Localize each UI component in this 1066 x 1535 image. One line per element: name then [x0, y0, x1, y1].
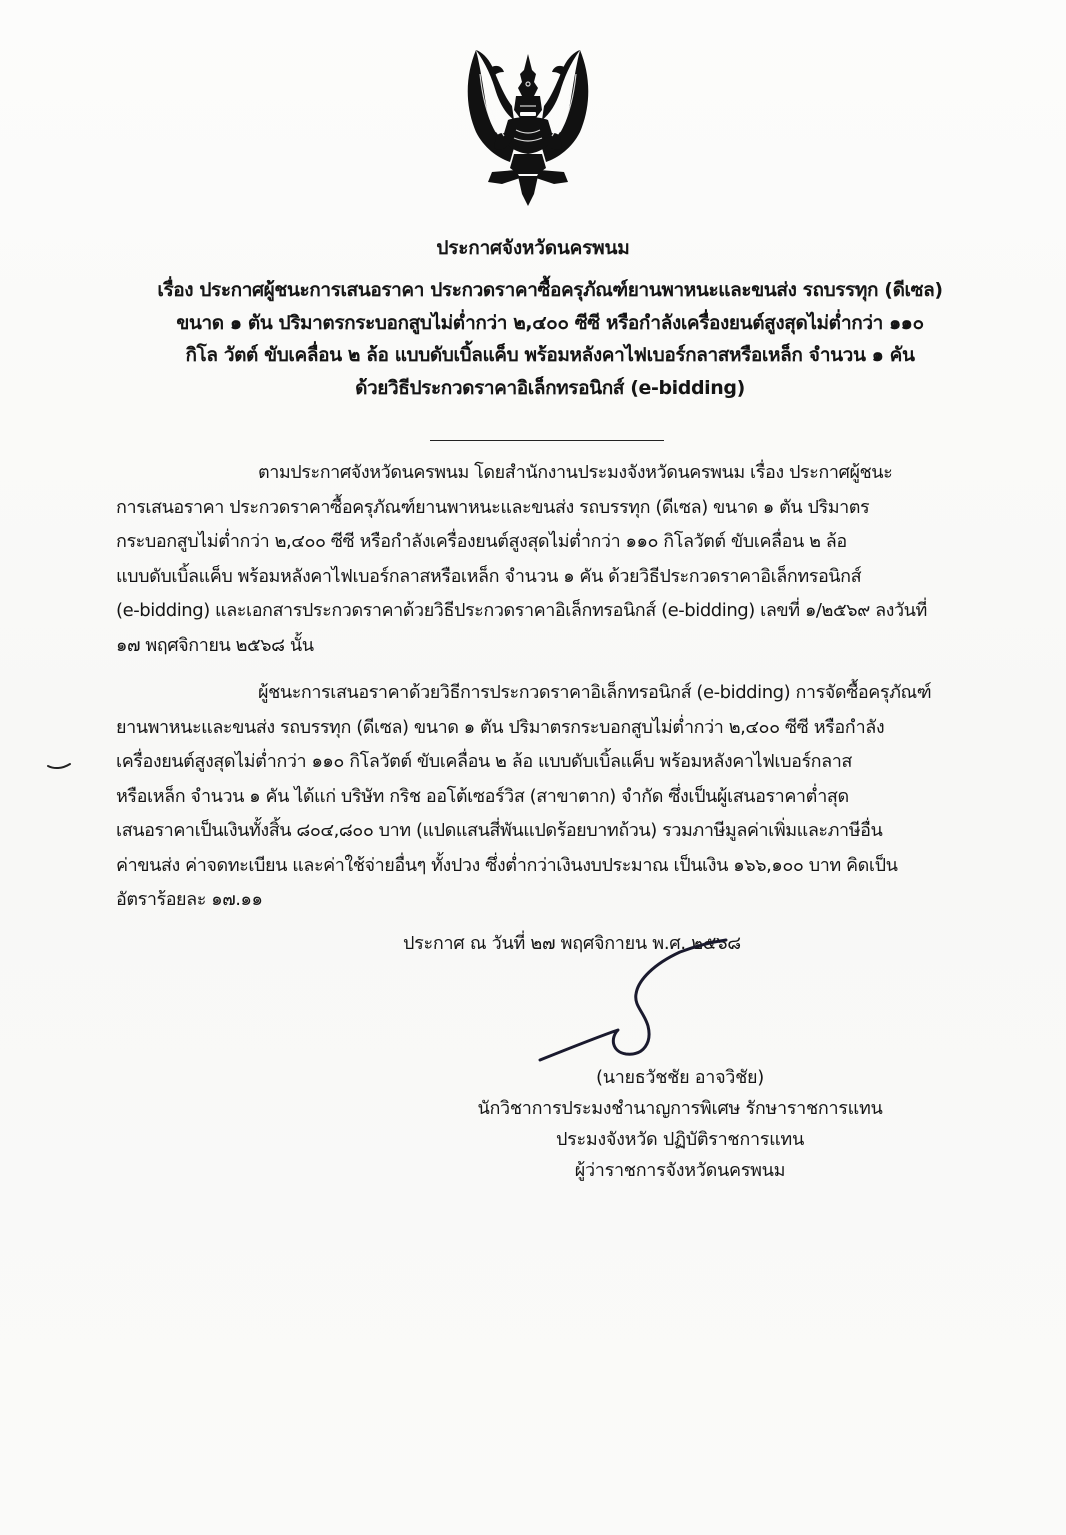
signer-position: นักวิชาการประมงชำนาญการพิเศษ รักษาราชการแทน: [477, 1098, 883, 1119]
title-divider: [430, 440, 664, 441]
paragraph-line: ตามประกาศจังหวัดนครพนม โดยสำนักงานประมงจังหวัดนครพนม เรื่อง ประกาศผู้ชนะ: [258, 462, 893, 483]
document-title: ประกาศจังหวัดนครพนม: [436, 237, 630, 259]
signer-name: (นายธวัชชัย อาจวิชัย): [595, 1067, 765, 1088]
paragraph-line: การเสนอราคา ประกวดราคาซื้อครุภัณฑ์ยานพาหนะและขนส่ง รถบรรทุก (ดีเซล) ขนาด ๑ ตัน ปริมาตร: [116, 496, 870, 518]
document-subject: [100, 274, 1000, 404]
paragraph-line: อัตราร้อยละ ๑๗.๑๑: [116, 889, 263, 910]
announcement-date: ประกาศ ณ วันที่ ๒๗ พฤศจิกายน พ.ศ. ๒๕๖๘: [403, 933, 741, 954]
subject-line: ขนาด ๑ ตัน ปริมาตรกระบอกสูบไม่ต่ำกว่า ๒,๔๐๐ ซีซี หรือกำลังเครื่องยนต์สูงสุดไม่ต่ำกว่า ๑๑๐: [176, 311, 924, 334]
paragraph-winner: [116, 676, 976, 918]
signature-block: [420, 1062, 940, 1186]
signer-position: ประมงจังหวัด ปฏิบัติราชการแทน: [556, 1129, 804, 1150]
paragraph-line: ยานพาหนะและขนส่ง รถบรรทุก (ดีเซล) ขนาด ๑ ตัน ปริมาตรกระบอกสูบไม่ต่ำกว่า ๒,๔๐๐ ซีซี หรือกำลัง: [116, 716, 885, 738]
paragraph-line: เสนอราคาเป็นเงินทั้งสิ้น ๘๐๔,๘๐๐ บาท (แปดแสนสี่พันแปดร้อยบาทถ้วน) รวมภาษีมูลค่าเพิ่มและภาษีอื่น: [116, 820, 883, 841]
paragraph-line: หรือเหล็ก จำนวน ๑ คัน ได้แก่ บริษัท กริช ออโต้เซอร์วิส (สาขาตาก) จำกัด ซึ่งเป็นผู้เสนอราคาต่ำสุด: [116, 785, 849, 807]
paragraph-line: (e-bidding) และเอกสารประกวดราคาด้วยวิธีประกวดราคาอิเล็กทรอนิกส์ (e-bidding) เลขที่ ๑/๒๕๖๙ ลงวันที่: [116, 600, 927, 621]
subject-line: ด้วยวิธีประกวดราคาอิเล็กทรอนิกส์ (e-bidding): [355, 376, 745, 399]
subject-line: กิโล วัตต์ ขับเคลื่อน ๒ ล้อ แบบดับเบิ้ลแค็บ พร้อมหลังคาไฟเบอร์กลาสหรือเหล็ก จำนวน ๑ คัน: [185, 344, 915, 366]
paragraph-line: เครื่องยนต์สูงสุดไม่ต่ำกว่า ๑๑๐ กิโลวัตต์ ขับเคลื่อน ๒ ล้อ แบบดับเบิ้ลแค็บ พร้อมหลังคาไฟเบอร์กลาส: [116, 751, 852, 772]
paragraph-line: ๑๗ พฤศจิกายน ๒๕๖๘ นั้น: [116, 634, 314, 656]
paragraph-line: ผู้ชนะการเสนอราคาด้วยวิธีการประกวดราคาอิเล็กทรอนิกส์ (e-bidding) การจัดซื้อครุภัณฑ์: [258, 682, 932, 703]
handwritten-signature-icon: [530, 930, 790, 1070]
signer-position: ผู้ว่าราชการจังหวัดนครพนม: [574, 1160, 786, 1181]
paragraph-line: กระบอกสูบไม่ต่ำกว่า ๒,๔๐๐ ซีซี หรือกำลังเครื่องยนต์สูงสุดไม่ต่ำกว่า ๑๑๐ กิโลวัตต์ ขับเคลื่อน ๒ ล้อ: [116, 531, 847, 552]
pen-mark-icon: [46, 760, 72, 772]
subject-line: เรื่อง ประกาศผู้ชนะการเสนอราคา ประกวดราคาซื้อครุภัณฑ์ยานพาหนะและขนส่ง รถบรรทุก (ดีเซล): [157, 279, 943, 301]
paragraph-reference: [116, 456, 976, 663]
garuda-emblem-icon: [462, 44, 594, 210]
paragraph-line: ค่าขนส่ง ค่าจดทะเบียน และค่าใช้จ่ายอื่นๆ ทั้งปวง ซึ่งต่ำกว่าเงินงบประมาณ เป็นเงิน ๑๖๖,๑๐๐ บาท คิดเป็น: [116, 854, 898, 876]
paragraph-line: แบบดับเบิ้ลแค็บ พร้อมหลังคาไฟเบอร์กลาสหรือเหล็ก จำนวน ๑ คัน ด้วยวิธีประกวดราคาอิเล็กทรอนิกส์: [116, 565, 862, 587]
